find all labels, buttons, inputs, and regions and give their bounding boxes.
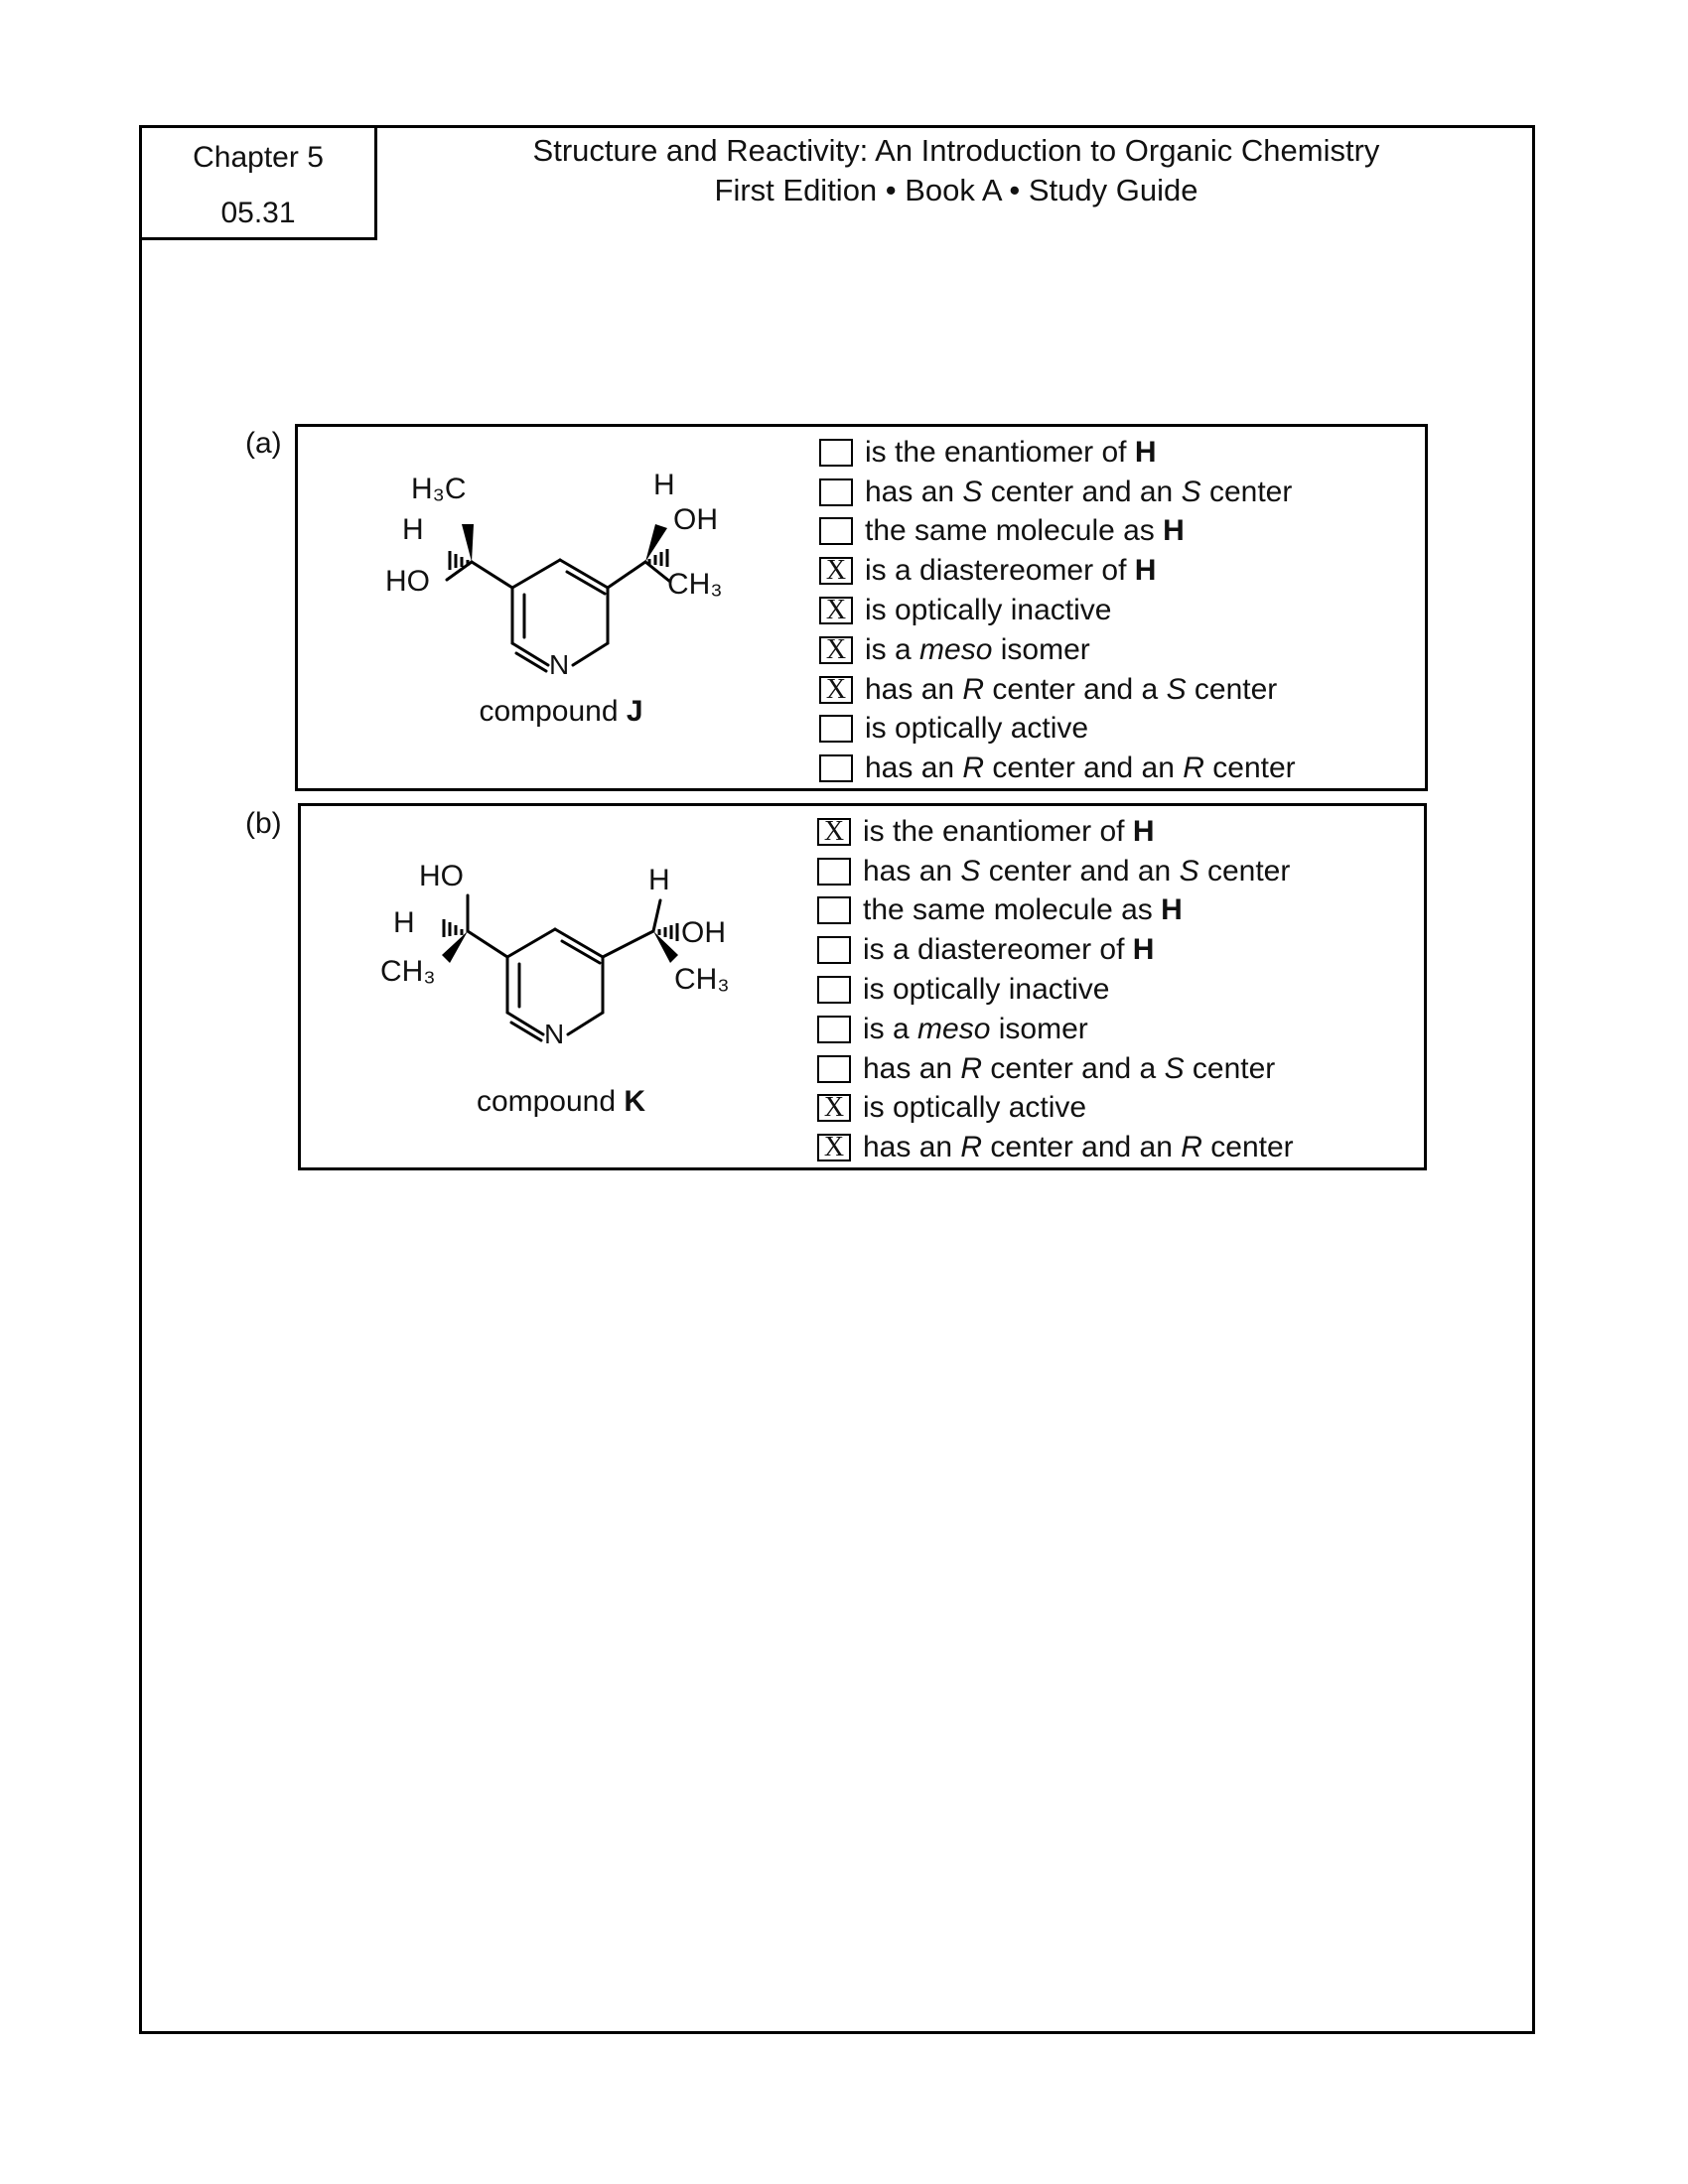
checkbox[interactable] [817,936,851,964]
compound-k-letter: K [624,1085,646,1118]
option-text: is optically inactive [865,594,1112,627]
option-text: is a diastereomer of H [865,554,1157,588]
option-item [817,1089,1294,1129]
option-text: is a meso isomer [865,632,1090,666]
checkbox[interactable]: X [819,676,853,704]
checkbox[interactable]: X [819,597,853,624]
option-item [819,670,1296,710]
part-b-label: (b) [245,807,282,840]
chapter-box [139,125,377,240]
option-text: has an S center and an S center [865,475,1293,508]
label-oh-right: OH [673,503,718,536]
option-text: has an R center and a S center [863,1051,1276,1085]
label-ch3-right: CH₃ [667,568,723,601]
compound-k-caption [412,1085,710,1119]
option-text: is the enantiomer of H [865,435,1157,469]
label-h-right: H [653,469,675,501]
option-item [819,473,1296,512]
checkbox[interactable] [817,896,851,924]
checkbox[interactable]: X [817,1134,851,1161]
checkbox[interactable] [817,1055,851,1083]
label-nitrogen: N [549,649,570,680]
part-a-label: (a) [245,427,282,460]
option-text: the same molecule as H [865,514,1185,548]
checkbox[interactable] [819,517,853,545]
checkbox[interactable] [817,976,851,1004]
option-item [819,710,1296,750]
caption-prefix: compound [476,1085,625,1118]
option-item [817,930,1294,970]
option-item [819,433,1296,473]
checkbox[interactable] [819,439,853,467]
option-item [819,749,1296,788]
label-oh-right: OH [681,916,726,949]
molecule-structure-k [301,806,857,1104]
option-item [817,1010,1294,1049]
label-ch3-right: CH₃ [674,963,730,996]
compound-j-caption [412,695,710,729]
checkbox[interactable] [817,858,851,886]
option-item [819,591,1296,630]
question-panel-b [298,803,1427,1170]
checkbox[interactable]: X [817,818,851,846]
option-item [817,970,1294,1010]
option-text: the same molecule as H [863,893,1183,927]
label-ho-left: HO [419,860,464,892]
checkbox[interactable]: X [819,636,853,664]
option-item [819,551,1296,591]
book-title-line1: Structure and Reactivity: An Introduction to Organic Chemistry [532,133,1380,168]
label-ho-left: HO [385,565,430,598]
option-text: is a diastereomer of H [863,933,1155,967]
options-list-a [819,433,1296,788]
option-text: has an R center and an R center [865,751,1296,785]
question-panel-a [295,424,1428,791]
molecule-structure-j [298,427,854,725]
option-item [817,812,1294,852]
label-h-right: H [648,864,670,896]
label-h-left: H [393,906,415,939]
compound-j-letter: J [626,695,643,728]
option-text: is optically active [863,1091,1087,1125]
section-number: 05.31 [220,197,296,229]
label-h-left: H [402,513,424,546]
checkbox[interactable]: X [817,1094,851,1122]
option-item [817,891,1294,931]
checkbox[interactable] [817,1016,851,1043]
option-text: is optically active [865,712,1089,746]
option-item [819,512,1296,552]
chapter-label: Chapter 5 [193,141,324,174]
option-text: is a meso isomer [863,1012,1088,1045]
option-text: has an S center and an S center [863,854,1291,887]
option-item [817,1049,1294,1089]
option-item [817,1128,1294,1167]
option-item [819,630,1296,670]
book-title [377,131,1535,210]
option-text: has an R center and a S center [865,672,1278,706]
checkbox[interactable] [819,754,853,782]
book-title-line2: First Edition • Book A • Study Guide [714,173,1198,207]
checkbox[interactable]: X [819,557,853,585]
label-nitrogen: N [544,1019,565,1049]
option-text: is optically inactive [863,973,1110,1007]
label-ch3-left: CH₃ [380,955,436,988]
options-list-b [817,812,1294,1167]
label-h3c: H₃C [411,473,467,505]
option-text: is the enantiomer of H [863,814,1155,848]
checkbox[interactable] [819,715,853,743]
option-item [817,852,1294,891]
caption-prefix: compound [479,695,627,728]
checkbox[interactable] [819,478,853,506]
option-text: has an R center and an R center [863,1131,1294,1164]
